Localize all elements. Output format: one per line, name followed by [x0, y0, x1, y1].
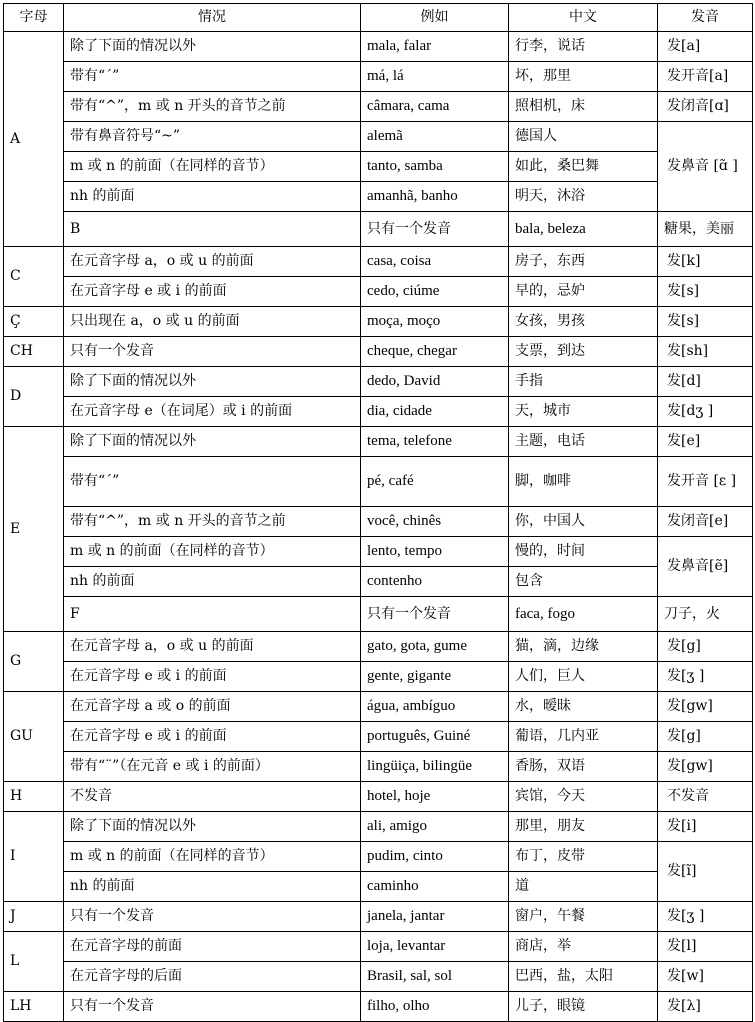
- table-row: [4, 692, 753, 722]
- sound-cell: 发[gw]: [658, 752, 753, 782]
- table-row: [4, 32, 753, 62]
- sound-cell: 发[s]: [658, 277, 753, 307]
- example-cell: Brasil, sal, sol: [361, 962, 509, 992]
- sound-cell: 发闭音[e]: [658, 507, 753, 537]
- sound-cell: 发鼻音[ẽ]: [658, 537, 753, 597]
- chinese-cell: 窗户，午餐: [509, 902, 658, 932]
- sound-cell: 发鼻音 [ɑ̃ ]: [658, 122, 753, 212]
- situation-cell: nh 的前面: [64, 872, 361, 902]
- situation-cell: 只有一个发音: [361, 212, 509, 247]
- table-row: [4, 632, 753, 662]
- situation-cell: 带有鼻音符号“~”: [64, 122, 361, 152]
- situation-cell: m 或 n 的前面（在同样的音节）: [64, 152, 361, 182]
- example-cell: português, Guiné: [361, 722, 509, 752]
- table-row: [4, 247, 753, 277]
- example-cell: má, lá: [361, 62, 509, 92]
- sound-cell: 发[g]: [658, 722, 753, 752]
- letter-cell: L: [4, 932, 64, 992]
- situation-cell: nh 的前面: [64, 567, 361, 597]
- letter-cell: E: [4, 427, 64, 632]
- situation-cell: 带有“^”，m 或 n 开头的音节之前: [64, 507, 361, 537]
- chinese-cell: 那里，朋友: [509, 812, 658, 842]
- situation-cell: 在元音字母的后面: [64, 962, 361, 992]
- table-row: [4, 902, 753, 932]
- situation-cell: 带有“¨”（在元音 e 或 i 的前面）: [64, 752, 361, 782]
- table-row: [4, 92, 753, 122]
- table-row: [4, 567, 753, 597]
- table-row: [4, 277, 753, 307]
- sound-cell: 不发音: [658, 782, 753, 812]
- table-row: [4, 812, 753, 842]
- letter-cell: LH: [4, 992, 64, 1022]
- example-cell: ali, amigo: [361, 812, 509, 842]
- letter-cell: G: [4, 632, 64, 692]
- chinese-cell: 主题，电话: [509, 427, 658, 457]
- table-row: [4, 307, 753, 337]
- chinese-cell: 女孩，男孩: [509, 307, 658, 337]
- chinese-cell: 水，暧昧: [509, 692, 658, 722]
- letter-cell: CH: [4, 337, 64, 367]
- table-row: [4, 367, 753, 397]
- situation-cell: 在元音字母 e 或 i 的前面: [64, 722, 361, 752]
- situation-cell: 除了下面的情况以外: [64, 427, 361, 457]
- chinese-cell: 如此，桑巴舞: [509, 152, 658, 182]
- situation-cell: 带有“^”，m 或 n 开头的音节之前: [64, 92, 361, 122]
- table-row: [4, 662, 753, 692]
- chinese-cell: 慢的，时间: [509, 537, 658, 567]
- chinese-cell: 包含: [509, 567, 658, 597]
- pronunciation-table: [3, 3, 753, 1022]
- sound-cell: 发[sh]: [658, 337, 753, 367]
- situation-cell: 除了下面的情况以外: [64, 812, 361, 842]
- example-cell: janela, jantar: [361, 902, 509, 932]
- sound-cell: 发[w]: [658, 962, 753, 992]
- header-chinese: 中文: [509, 4, 658, 32]
- situation-cell: 除了下面的情况以外: [64, 32, 361, 62]
- header-row: [4, 4, 753, 32]
- letter-cell: Ç: [4, 307, 64, 337]
- example-cell: casa, coisa: [361, 247, 509, 277]
- example-cell: tanto, samba: [361, 152, 509, 182]
- chinese-cell: 天，城市: [509, 397, 658, 427]
- example-cell: cheque, chegar: [361, 337, 509, 367]
- chinese-cell: 刀子，火: [658, 597, 753, 632]
- sound-cell: 发[i]: [658, 812, 753, 842]
- situation-cell: 只有一个发音: [361, 597, 509, 632]
- chinese-cell: 手指: [509, 367, 658, 397]
- letter-cell: A: [4, 32, 64, 247]
- sound-cell: 发开音 [ε ]: [658, 457, 753, 507]
- letter-cell: F: [64, 597, 361, 632]
- situation-cell: 在元音字母 a，o 或 u 的前面: [64, 632, 361, 662]
- example-cell: hotel, hoje: [361, 782, 509, 812]
- chinese-cell: 早的，忌妒: [509, 277, 658, 307]
- table-row: [4, 152, 753, 182]
- chinese-cell: 儿子，眼镜: [509, 992, 658, 1022]
- situation-cell: 带有“´”: [64, 62, 361, 92]
- chinese-cell: 道: [509, 872, 658, 902]
- table-row: [4, 932, 753, 962]
- table-row: [4, 872, 753, 902]
- situation-cell: 只出现在 a，o 或 u 的前面: [64, 307, 361, 337]
- sound-cell: 发[s]: [658, 307, 753, 337]
- example-cell: tema, telefone: [361, 427, 509, 457]
- chinese-cell: 明天，沐浴: [509, 182, 658, 212]
- example-cell: mala, falar: [361, 32, 509, 62]
- situation-cell: 在元音字母 e 或 i 的前面: [64, 277, 361, 307]
- situation-cell: 在元音字母 a，o 或 u 的前面: [64, 247, 361, 277]
- example-cell: gato, gota, gume: [361, 632, 509, 662]
- sound-cell: 发[l]: [658, 932, 753, 962]
- sound-cell: 发[e]: [658, 427, 753, 457]
- table-row: [4, 507, 753, 537]
- example-cell: dedo, David: [361, 367, 509, 397]
- table-body: [4, 32, 753, 1022]
- example-cell: lento, tempo: [361, 537, 509, 567]
- situation-cell: 在元音字母的前面: [64, 932, 361, 962]
- example-cell: pé, café: [361, 457, 509, 507]
- letter-cell: J: [4, 902, 64, 932]
- table-row: [4, 182, 753, 212]
- table-row: [4, 962, 753, 992]
- letter-cell: C: [4, 247, 64, 307]
- header-situation: 情况: [64, 4, 361, 32]
- chinese-cell: 布丁，皮带: [509, 842, 658, 872]
- header-example: 例如: [361, 4, 509, 32]
- situation-cell: 带有“´”: [64, 457, 361, 507]
- sound-cell: 发开音[a]: [658, 62, 753, 92]
- example-cell: lingüiça, bilingüe: [361, 752, 509, 782]
- letter-cell: H: [4, 782, 64, 812]
- table-row: [4, 842, 753, 872]
- letter-cell: D: [4, 367, 64, 427]
- example-cell: bala, beleza: [509, 212, 658, 247]
- letter-cell: I: [4, 812, 64, 902]
- sound-cell: 发[d]: [658, 367, 753, 397]
- table-row: [4, 337, 753, 367]
- table-row: [4, 782, 753, 812]
- example-cell: contenho: [361, 567, 509, 597]
- chinese-cell: 人们，巨人: [509, 662, 658, 692]
- chinese-cell: 商店，举: [509, 932, 658, 962]
- sound-cell: 发闭音[ɑ]: [658, 92, 753, 122]
- table-row: [4, 992, 753, 1022]
- table-row: [4, 752, 753, 782]
- situation-cell: 除了下面的情况以外: [64, 367, 361, 397]
- sound-cell: 发[k]: [658, 247, 753, 277]
- example-cell: faca, fogo: [509, 597, 658, 632]
- chinese-cell: 行李，说话: [509, 32, 658, 62]
- chinese-cell: 房子，东西: [509, 247, 658, 277]
- example-cell: moça, moço: [361, 307, 509, 337]
- example-cell: câmara, cama: [361, 92, 509, 122]
- chinese-cell: 脚，咖啡: [509, 457, 658, 507]
- header-letter: 字母: [4, 4, 64, 32]
- situation-cell: 只有一个发音: [64, 337, 361, 367]
- table-row: [4, 457, 753, 507]
- letter-cell: B: [64, 212, 361, 247]
- example-cell: pudim, cinto: [361, 842, 509, 872]
- example-cell: dia, cidade: [361, 397, 509, 427]
- situation-cell: 只有一个发音: [64, 992, 361, 1022]
- chinese-cell: 照相机，床: [509, 92, 658, 122]
- chinese-cell: 香肠，双语: [509, 752, 658, 782]
- chinese-cell: 你，中国人: [509, 507, 658, 537]
- situation-cell: m 或 n 的前面（在同样的音节）: [64, 842, 361, 872]
- sound-cell: 发[g]: [658, 632, 753, 662]
- situation-cell: 在元音字母 e（在词尾）或 i 的前面: [64, 397, 361, 427]
- table-row: [4, 597, 753, 632]
- sound-cell: 发[λ]: [658, 992, 753, 1022]
- table-row: [4, 537, 753, 567]
- example-cell: cedo, ciúme: [361, 277, 509, 307]
- situation-cell: nh 的前面: [64, 182, 361, 212]
- chinese-cell: 猫，滴，边缘: [509, 632, 658, 662]
- sound-cell: 发[a]: [658, 32, 753, 62]
- sound-cell: 发[ĩ]: [658, 842, 753, 902]
- chinese-cell: 糖果，美丽: [658, 212, 753, 247]
- chinese-cell: 坏，那里: [509, 62, 658, 92]
- example-cell: loja, levantar: [361, 932, 509, 962]
- chinese-cell: 宾馆，今天: [509, 782, 658, 812]
- sound-cell: 发[gw]: [658, 692, 753, 722]
- sound-cell: 发[ʒ ]: [658, 662, 753, 692]
- example-cell: água, ambíguo: [361, 692, 509, 722]
- situation-cell: 不发音: [64, 782, 361, 812]
- example-cell: você, chinês: [361, 507, 509, 537]
- example-cell: caminho: [361, 872, 509, 902]
- situation-cell: m 或 n 的前面（在同样的音节）: [64, 537, 361, 567]
- sound-cell: 发[ʒ ]: [658, 902, 753, 932]
- table-row: [4, 62, 753, 92]
- table-row: [4, 397, 753, 427]
- situation-cell: 在元音字母 e 或 i 的前面: [64, 662, 361, 692]
- situation-cell: 在元音字母 a 或 o 的前面: [64, 692, 361, 722]
- chinese-cell: 德国人: [509, 122, 658, 152]
- example-cell: alemã: [361, 122, 509, 152]
- table-row: [4, 212, 753, 247]
- example-cell: gente, gigante: [361, 662, 509, 692]
- table-row: [4, 722, 753, 752]
- table-row: [4, 427, 753, 457]
- header-sound: 发音: [658, 4, 753, 32]
- example-cell: amanhã, banho: [361, 182, 509, 212]
- situation-cell: 只有一个发音: [64, 902, 361, 932]
- table-row: [4, 122, 753, 152]
- letter-cell: GU: [4, 692, 64, 782]
- chinese-cell: 支票，到达: [509, 337, 658, 367]
- chinese-cell: 巴西，盐，太阳: [509, 962, 658, 992]
- sound-cell: 发[dʒ ]: [658, 397, 753, 427]
- example-cell: filho, olho: [361, 992, 509, 1022]
- chinese-cell: 葡语，几内亚: [509, 722, 658, 752]
